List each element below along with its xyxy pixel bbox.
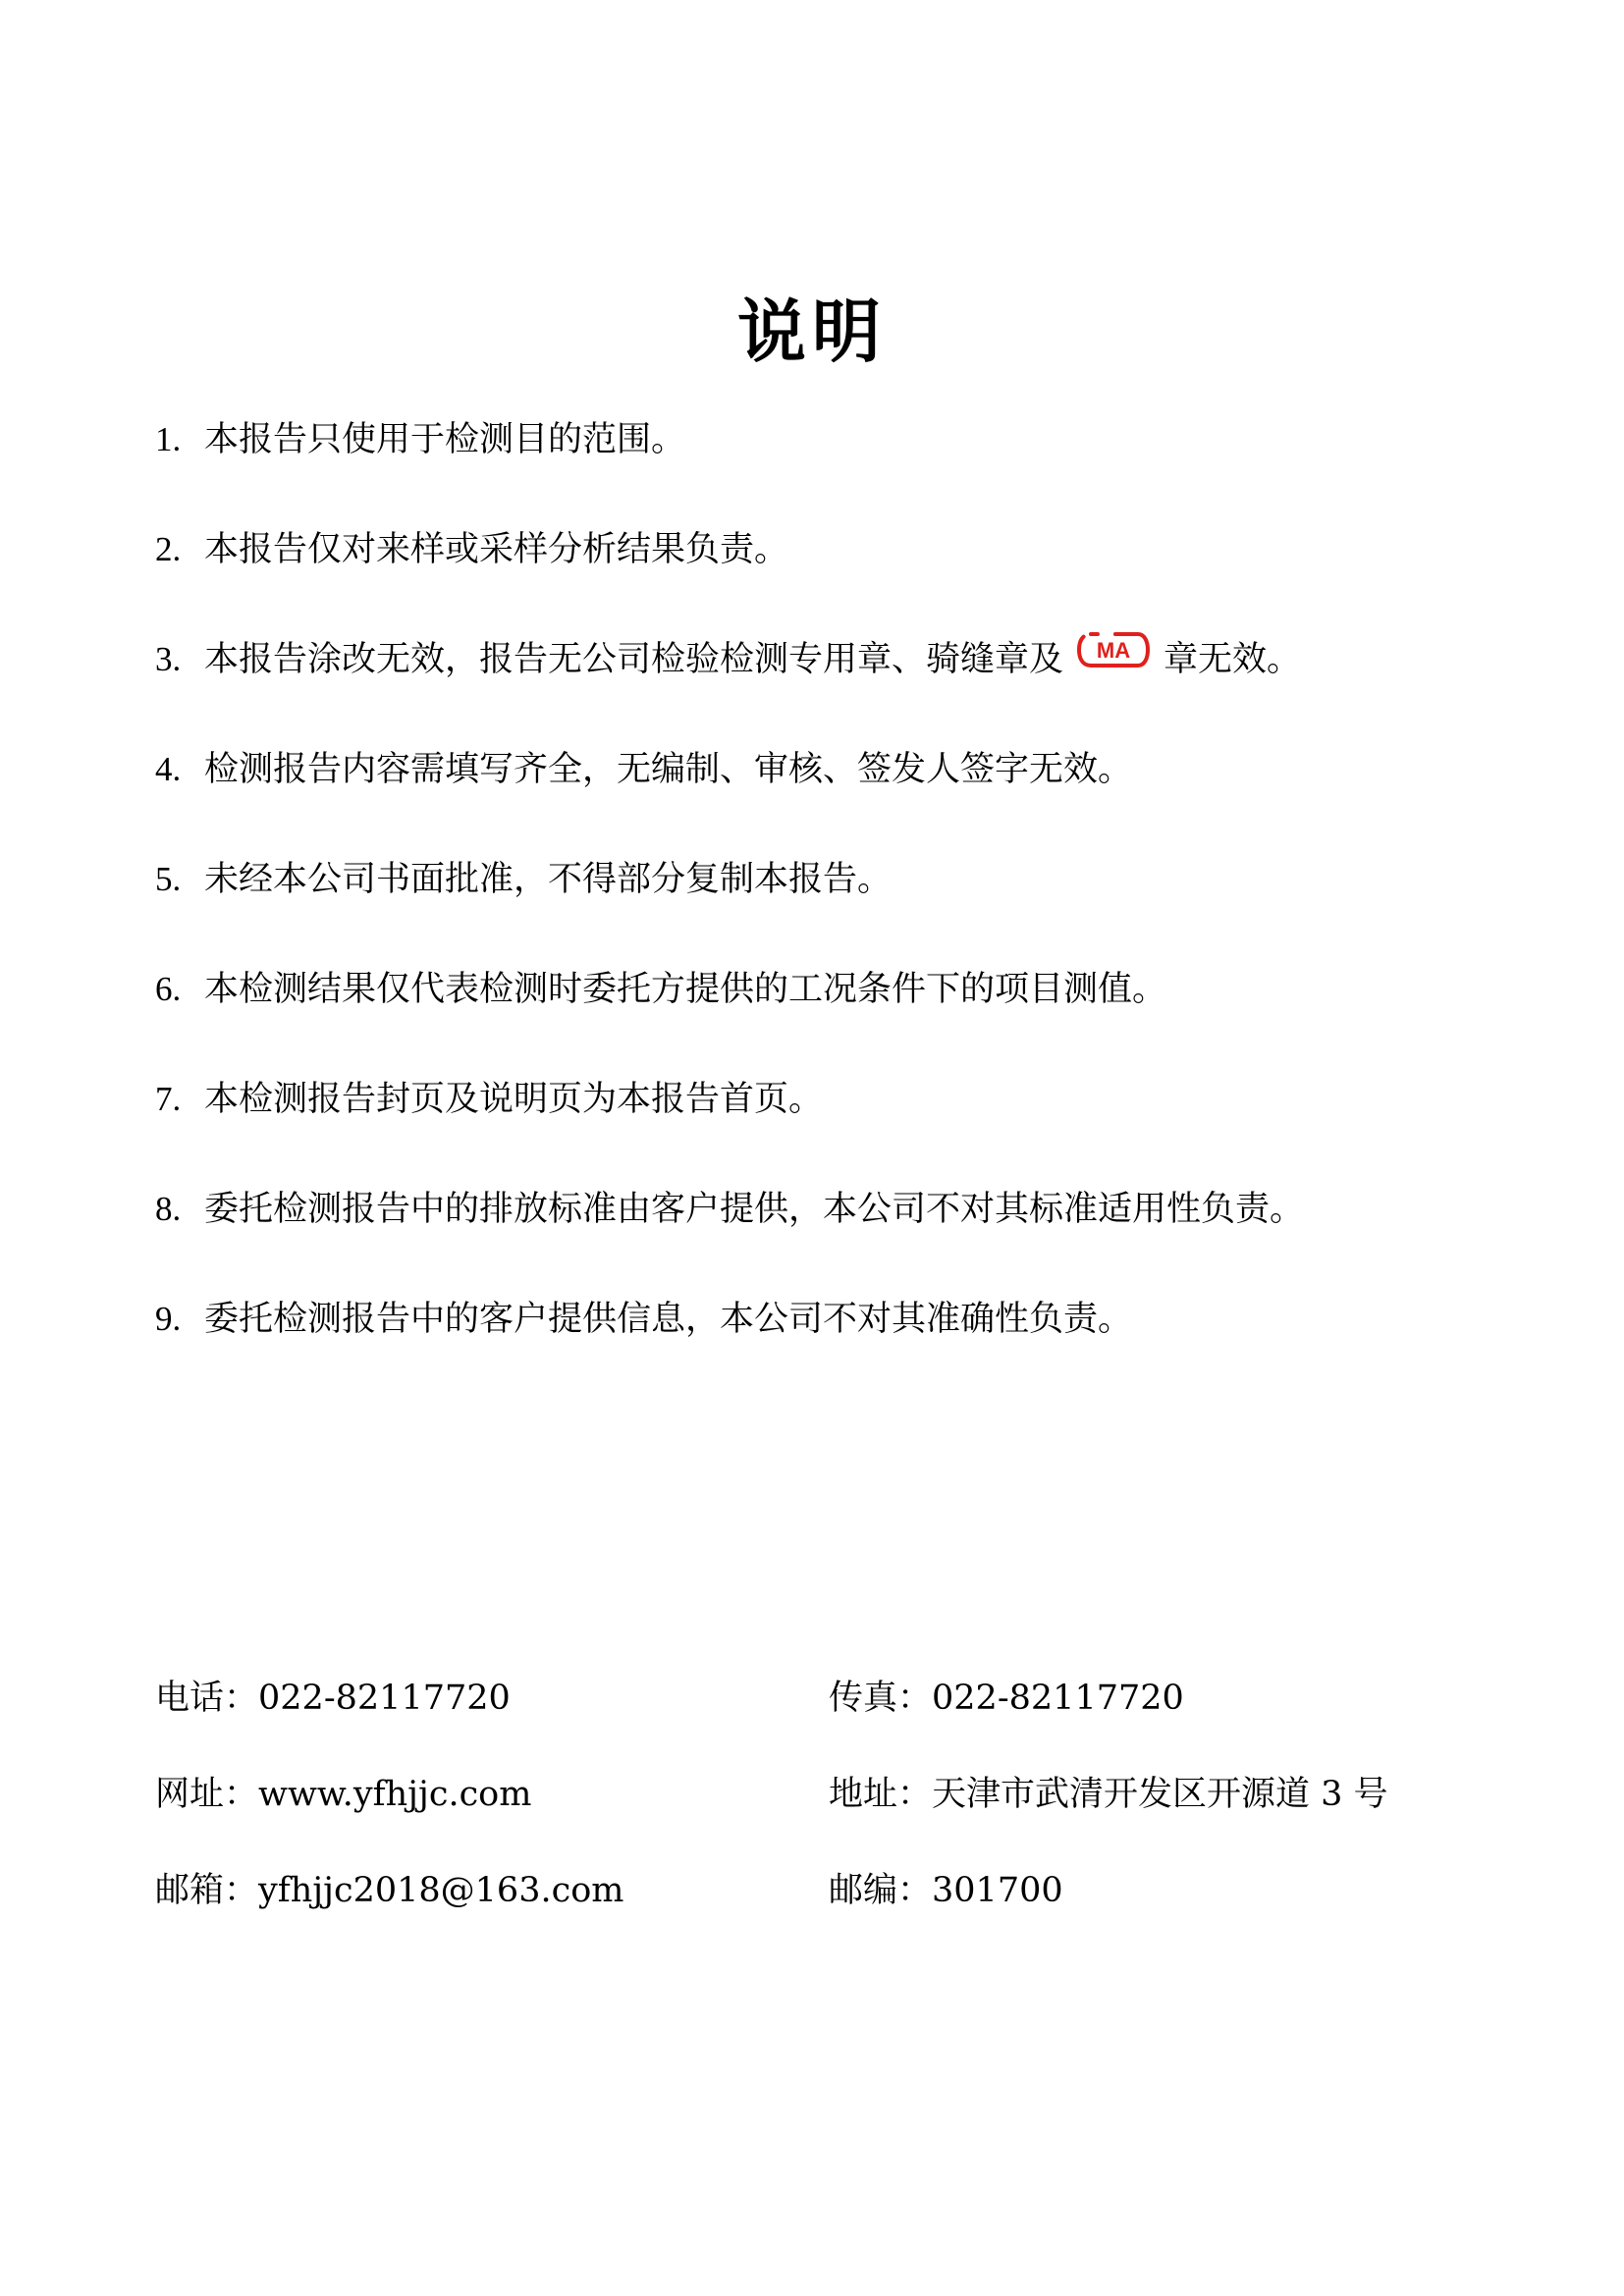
fax-value: 022-82117720 [932, 1679, 1184, 1718]
phone-label: 电话： [155, 1679, 259, 1718]
phone-field [155, 1669, 829, 1765]
note-item-3 [155, 630, 1510, 740]
note-text: 委托检测报告中的客户提供信息，本公司不对其准确性负责。 [204, 1300, 1133, 1339]
note-number: 7. [155, 1080, 182, 1118]
contact-info [155, 1669, 1510, 1957]
note-number: 1. [155, 420, 182, 458]
note-text: 本检测结果仅代表检测时委托方提供的工况条件下的项目测值。 [204, 970, 1167, 1009]
note-number: 4. [155, 750, 182, 788]
address-label: 地址： [829, 1775, 933, 1814]
email-value: yfhjjc2018@163.com [258, 1871, 624, 1910]
address-field [829, 1765, 1388, 1861]
note-text: 本检测报告封页及说明页为本报告首页。 [204, 1080, 824, 1119]
phone-value: 022-82117720 [258, 1679, 511, 1718]
note-number: 3. [155, 640, 182, 678]
note-number: 9. [155, 1300, 182, 1338]
note-number: 5. [155, 860, 182, 898]
note-item-6 [155, 960, 1510, 1070]
note-text: 本报告仅对来样或采样分析结果负责。 [204, 530, 789, 569]
cma-certification-mark-icon [1077, 630, 1150, 669]
postcode-label: 邮编： [829, 1871, 933, 1910]
postcode-value: 301700 [932, 1871, 1063, 1910]
note-text: 本报告只使用于检测目的范围。 [204, 420, 686, 459]
note-item-8 [155, 1180, 1510, 1290]
website-label: 网址： [155, 1775, 259, 1814]
email-field [155, 1861, 829, 1957]
fax-label: 传真： [829, 1679, 933, 1718]
note-text: 本报告涂改无效，报告无公司检验检测专用章、骑缝章及 [204, 640, 1064, 679]
cma-mark-svg [1077, 630, 1150, 669]
postcode-field [829, 1861, 1063, 1957]
note-text: 未经本公司书面批准，不得部分复制本报告。 [204, 860, 893, 899]
note-text: 检测报告内容需填写齐全，无编制、审核、签发人签字无效。 [204, 750, 1133, 789]
note-number: 8. [155, 1190, 182, 1228]
note-item-7 [155, 1070, 1510, 1180]
website-value: www.yfhjjc.com [258, 1775, 532, 1814]
address-value: 天津市武清开发区开源道 3 号 [932, 1775, 1388, 1814]
cma-mark-text: MA [1096, 638, 1131, 663]
note-number: 2. [155, 530, 182, 568]
note-number: 6. [155, 970, 182, 1008]
contact-row-email-postcode [155, 1861, 1510, 1957]
note-item-5 [155, 850, 1510, 960]
note-text-after-mark: 章无效。 [1164, 640, 1302, 679]
fax-field [829, 1669, 1184, 1765]
contact-row-web-address [155, 1765, 1510, 1861]
page-title: 说明 [737, 292, 887, 372]
notes-list [155, 410, 1510, 1400]
note-text: 委托检测报告中的排放标准由客户提供，本公司不对其标准适用性负责。 [204, 1190, 1305, 1229]
contact-row-phone-fax [155, 1669, 1510, 1765]
note-item-1 [155, 410, 1510, 520]
website-field [155, 1765, 829, 1861]
note-item-9 [155, 1290, 1510, 1400]
email-label: 邮箱： [155, 1871, 259, 1910]
note-item-4 [155, 740, 1510, 850]
note-item-2 [155, 520, 1510, 630]
